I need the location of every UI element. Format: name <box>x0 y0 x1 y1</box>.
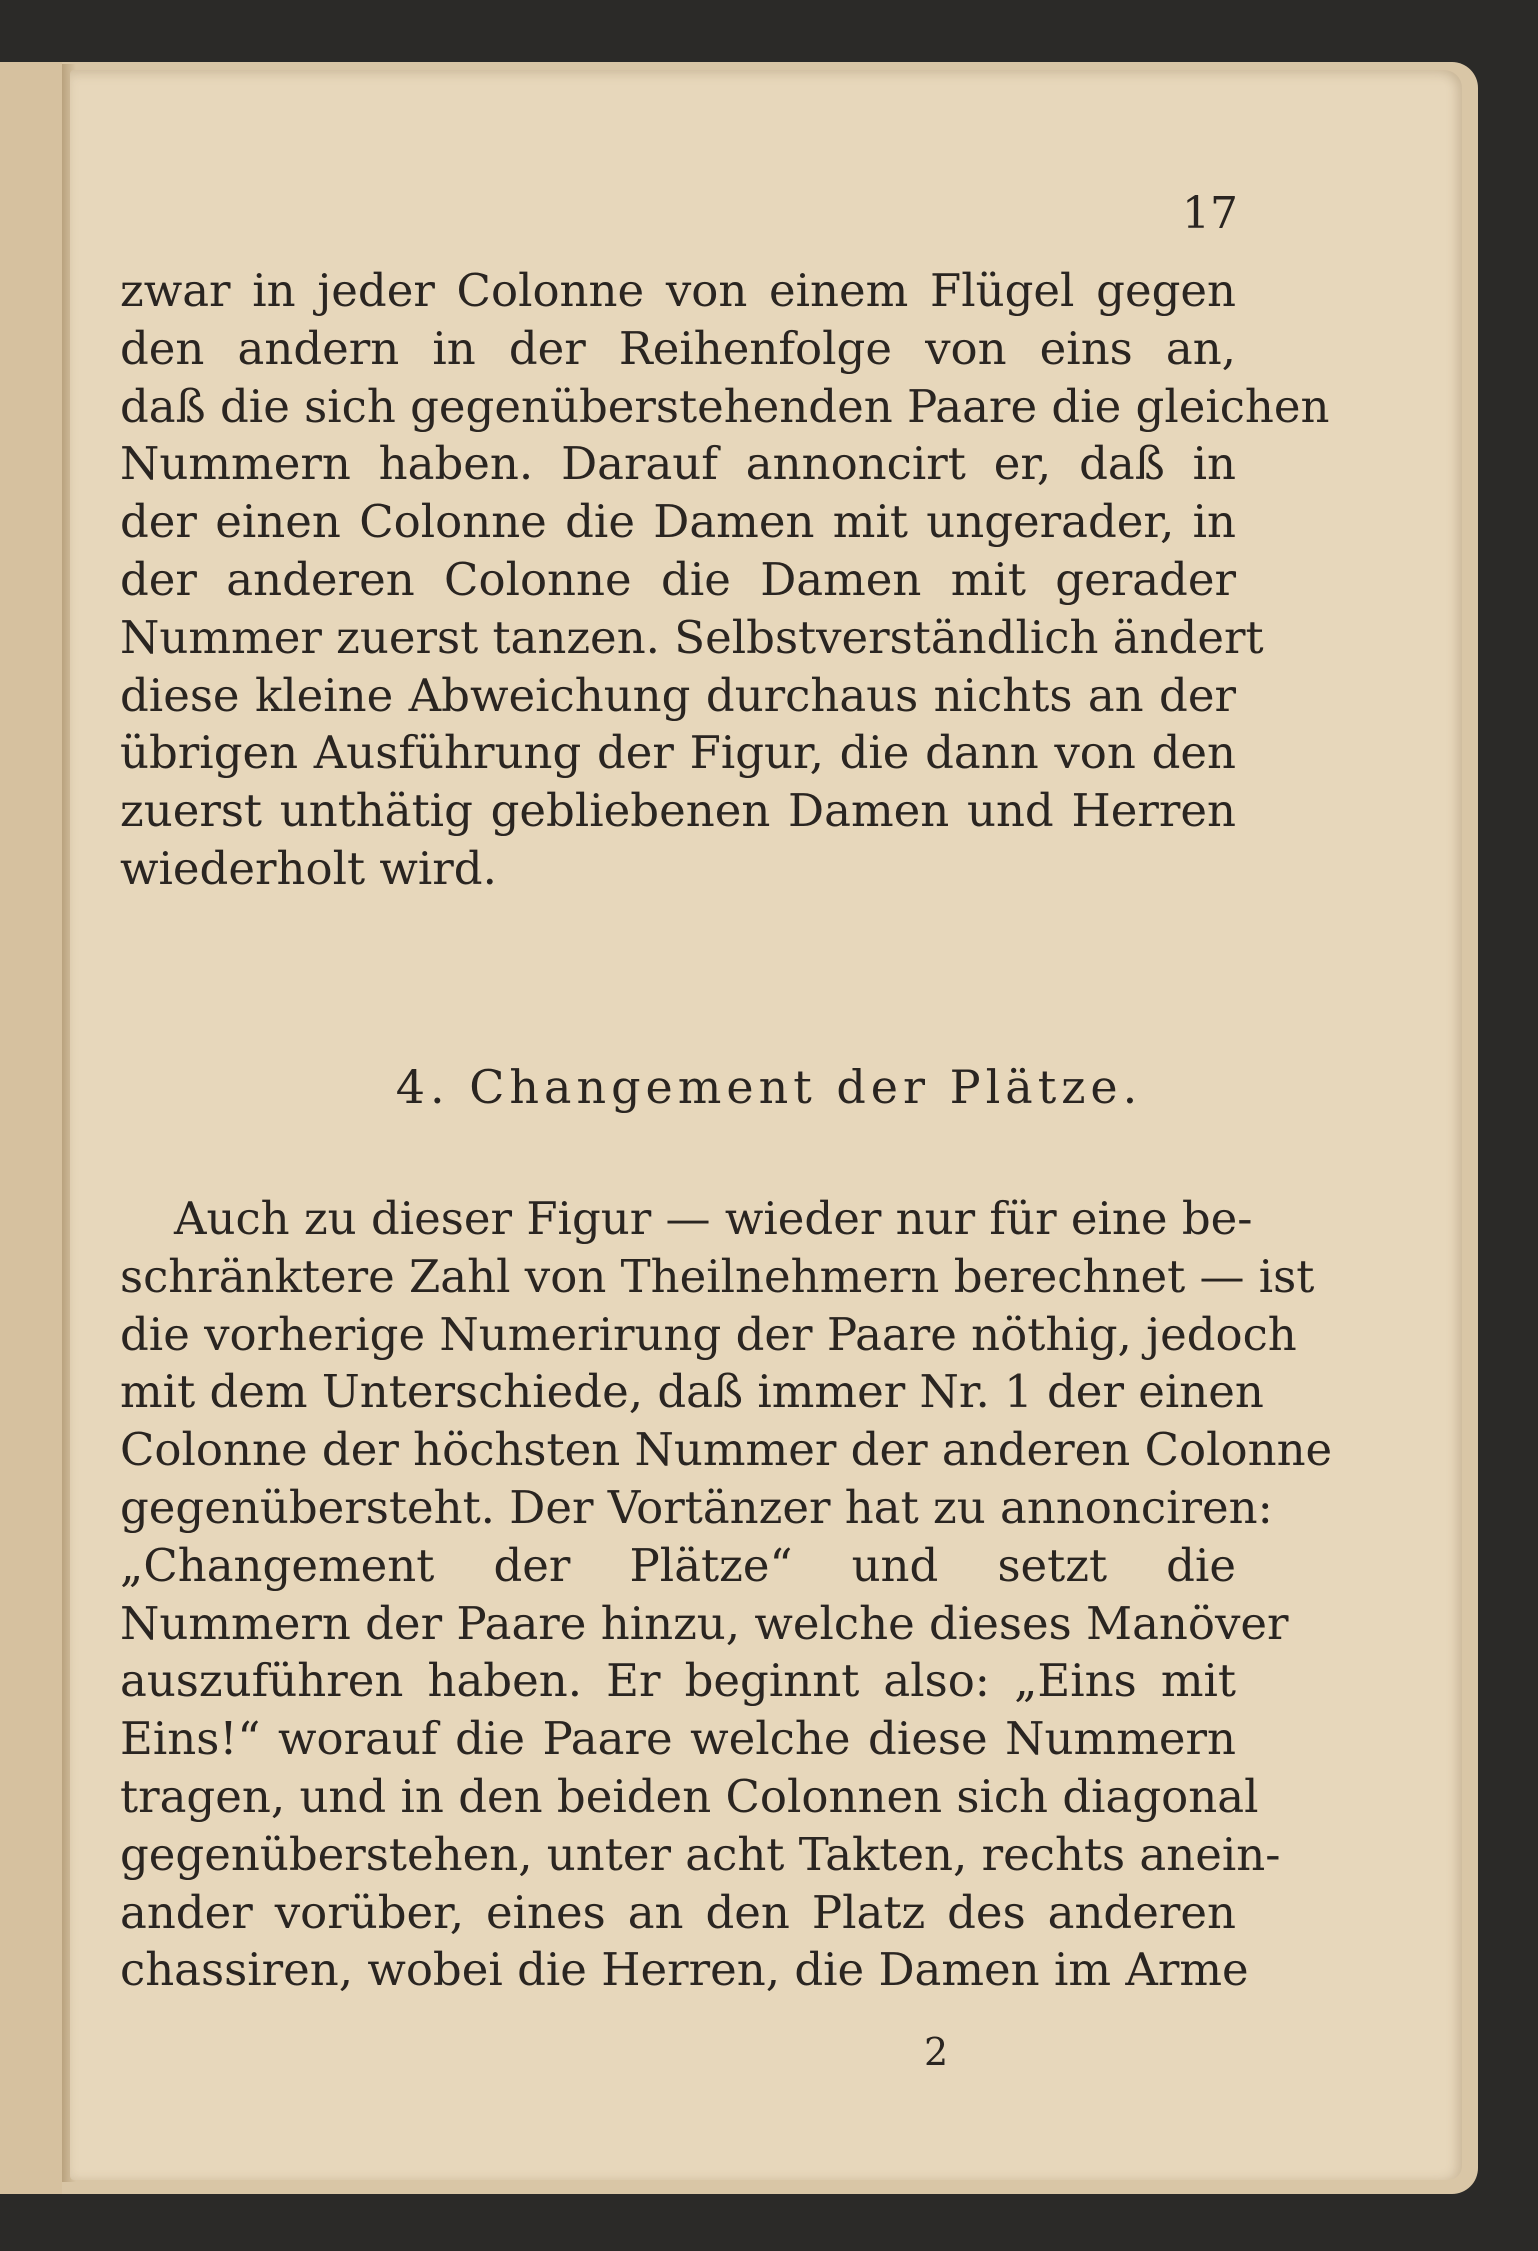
text-line: übrigen Ausführung der Figur, die dann von den <box>120 726 1236 780</box>
text-line: die vorherige Numerirung der Paare nöthig, jedoch <box>120 1307 1297 1361</box>
signature-mark: 2 <box>924 2030 949 2074</box>
text-line: der einen Colonne die Damen mit ungerader, in <box>120 495 1236 549</box>
text-line: mit dem Unterschiede, daß immer Nr. 1 der einen <box>120 1365 1264 1419</box>
text-line: gegenübersteht. Der Vortänzer hat zu annonciren: <box>120 1480 1273 1534</box>
text-line: zuerst unthätig gebliebenen Damen und Herren <box>120 784 1236 838</box>
text-line: chassiren, wobei die Herren, die Damen im Arme <box>120 1943 1249 1997</box>
page-number: 17 <box>1182 188 1238 239</box>
text-line: tragen, und in den beiden Colonnen sich diagonal <box>120 1769 1259 1823</box>
text-line: diese kleine Abweichung durchaus nichts an der <box>120 668 1236 722</box>
text-line: „Changement der Plätze“ und setzt die <box>120 1538 1236 1592</box>
text-line: den andern in der Reihenfolge von eins an, <box>120 321 1236 375</box>
text-line: Nummern der Paare hinzu, welche dieses Manöver <box>120 1596 1289 1650</box>
text-line: Eins!“ worauf die Paare welche diese Nummern <box>120 1712 1236 1766</box>
previous-page-edge <box>0 62 62 2194</box>
text-line: auszuführen haben. Er beginnt also: „Eins mit <box>120 1654 1236 1708</box>
paragraph-continuation <box>120 262 1330 898</box>
section-paragraph <box>120 1190 1333 1999</box>
text-line: Colonne der höchsten Nummer der anderen Colonne <box>120 1423 1333 1477</box>
text-line: wiederholt wird. <box>120 841 497 895</box>
text-line: daß die sich gegenüberstehenden Paare die gleichen <box>120 379 1330 433</box>
text-line: zwar in jeder Colonne von einem Flügel gegen <box>120 264 1236 317</box>
text-line: der anderen Colonne die Damen mit gerader <box>120 552 1236 606</box>
text-line: ander vorüber, eines an den Platz des anderen <box>120 1885 1236 1939</box>
section-heading: 4. Changement der Plätze. <box>395 1060 1143 1114</box>
text-line: Nummern haben. Darauf annoncirt er, daß in <box>120 437 1236 491</box>
text-line: schränktere Zahl von Theilnehmern berechnet — ist <box>120 1249 1315 1303</box>
text-line: gegenüberstehen, unter acht Takten, rechts anein- <box>120 1827 1281 1881</box>
text-line: Nummer zuerst tanzen. Selbstverständlich ändert <box>120 610 1264 664</box>
text-line: Auch zu dieser Figur — wieder nur für eine be- <box>174 1192 1253 1245</box>
